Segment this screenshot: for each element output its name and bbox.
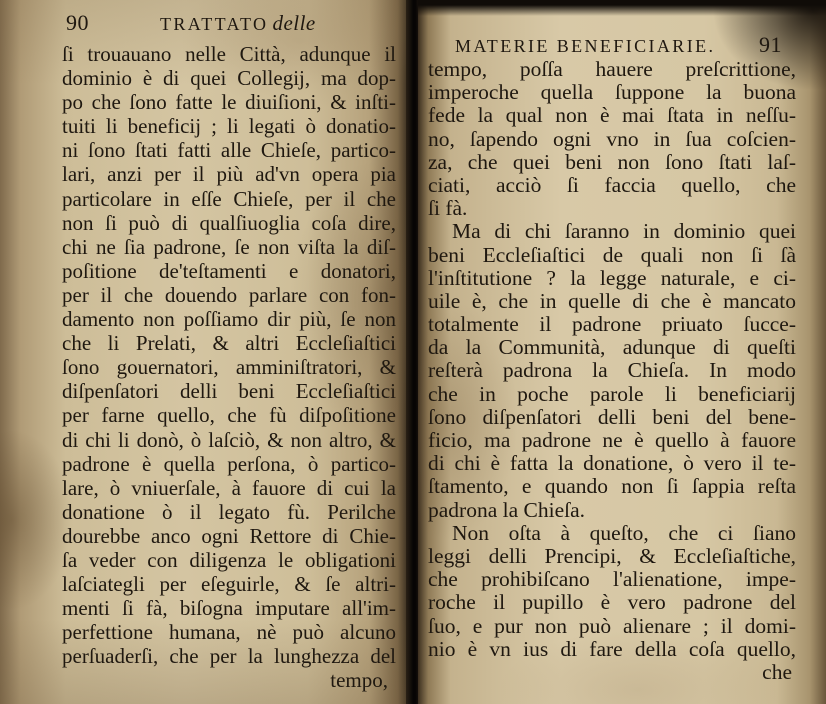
text-line: poſitione de'teſtamenti e donatori, bbox=[62, 258, 396, 283]
text-line: lare, ò vniuerſale, à fauore di cui la bbox=[62, 475, 396, 500]
right-page bbox=[418, 0, 826, 704]
running-head-title: TRATTATO bbox=[160, 14, 269, 34]
text-line: diſpenſatori delli beni Eccleſiaſtici bbox=[62, 379, 396, 404]
text-line: lari, anzi per il più ad'vn opera pia bbox=[62, 162, 396, 187]
text-line: nio è vn ius di fare della coſa quello, bbox=[428, 636, 796, 661]
text-line: leggi delli Prencipi, & Eccleſiaſtiche, bbox=[428, 543, 796, 568]
text-line: che li Prelati, & altri Eccleſiaſtici bbox=[62, 331, 396, 356]
text-line: Non oſta à queſto, che ci ſiano bbox=[452, 520, 796, 545]
text-line: padrona la Chieſa. bbox=[428, 497, 586, 522]
text-line: di chi li donò, ò laſciò, & non altro, & bbox=[62, 427, 396, 452]
text-line: reſterà padrona la Chieſa. In modo bbox=[428, 358, 796, 383]
text-line: ſono diſpenſatori delli beni del bene- bbox=[428, 404, 796, 429]
text-line: ſuo, e pur non può alienare ; il domi- bbox=[428, 613, 796, 638]
text-line: chi ne ſia padrone, ſe non viſta la diſ- bbox=[62, 234, 396, 259]
text-line: Ma di chi ſaranno in dominio quei bbox=[452, 219, 796, 244]
left-page bbox=[0, 0, 410, 704]
text-line: za, che quei beni non ſono ſtati laſ- bbox=[428, 149, 796, 174]
text-line: tuiti li beneficij ; li legati ò donatio- bbox=[62, 114, 396, 139]
text-line: padrone è quella perſona, ò partico- bbox=[62, 451, 396, 476]
text-line: uile è, che in quelle di che è mancato bbox=[428, 288, 796, 313]
text-line: donatione ò il legato fù. Perilche bbox=[62, 499, 396, 524]
running-head bbox=[160, 11, 316, 36]
text-line: ni ſono ſtati fatti alle Chieſe, partico- bbox=[62, 138, 396, 163]
catchword: tempo, bbox=[330, 668, 388, 692]
text-line: particolare in eſſe Chieſe, per il che bbox=[62, 186, 396, 211]
text-line: imperoche quella ſuppone la buona bbox=[428, 80, 796, 105]
text-line: totalmente il padrone priuato ſucce- bbox=[428, 312, 796, 337]
right-text-block bbox=[428, 58, 796, 684]
page-number: 90 bbox=[66, 10, 89, 35]
text-line: beni Eccleſiaſtici de quali non ſi ſà bbox=[428, 242, 796, 267]
running-head-italic: delle bbox=[272, 11, 316, 35]
text-line: ſa veder con diligenza le obligationi bbox=[62, 547, 396, 572]
text-line: ſono gouernatori, amminiſtratori, & bbox=[62, 355, 396, 380]
text-line: per il che douendo parlare con fon- bbox=[62, 282, 396, 307]
text-line: no, ſapendo ogni vno in ſua coſcien- bbox=[428, 126, 796, 151]
text-line: l'inſtitutione ? la legge naturale, e ci- bbox=[428, 265, 796, 290]
running-head: MATERIE BENEFICIARIE. bbox=[455, 36, 716, 56]
text-line: dourebbe anco ogni Rettore di Chie- bbox=[62, 523, 396, 548]
text-line: perſuaderſi, che per la lunghezza del bbox=[62, 644, 396, 669]
text-line: fede la qual non è mai ſtata in neſſu- bbox=[428, 103, 796, 128]
text-line: laſciategli per eſeguirle, & ſe altri- bbox=[62, 572, 396, 597]
text-line: menti ſi fà, biſogna imputare all'im- bbox=[62, 596, 396, 621]
text-line: ficio, ma padrone ne è quello à fauore bbox=[428, 428, 796, 452]
text-line: per farne quello, che fù diſpoſitione bbox=[62, 403, 396, 428]
text-line: da la Communità, adunque di queſti bbox=[428, 335, 796, 360]
text-line: che prohibiſcano l'alienatione, impe- bbox=[428, 567, 796, 592]
page-number: 91 bbox=[759, 32, 782, 57]
text-line: po che ſono fatte le diuiſioni, & inſti- bbox=[62, 90, 396, 115]
text-line: ſi fà. bbox=[428, 196, 468, 221]
text-line: ſi trouauano nelle Città, adunque il bbox=[62, 42, 396, 66]
left-text-block bbox=[62, 42, 396, 668]
text-line: tempo, poſſa hauere preſcrittione, bbox=[428, 57, 796, 81]
text-line: di chi è fatta la donatione, ò vero il te- bbox=[428, 451, 796, 476]
text-line: damento non poſſiamo dir più, ſe non bbox=[62, 307, 396, 332]
text-line: ſtamento, e quando non ſi ſappia reſta bbox=[428, 474, 796, 499]
text-line: dominio è di quei Collegij, ma dop- bbox=[62, 66, 396, 91]
text-line: ciati, acciò ſi faccia quello, che bbox=[428, 172, 796, 197]
catchword: che bbox=[762, 659, 792, 684]
text-line: perfettione humana, nè può alcuno bbox=[62, 620, 396, 645]
text-line: che in poche parole li beneficiarij bbox=[428, 381, 796, 406]
text-line: roche il pupillo è vero padrone del bbox=[428, 590, 796, 615]
text-line: non ſi può di qualſiuoglia coſa dire, bbox=[62, 210, 396, 235]
